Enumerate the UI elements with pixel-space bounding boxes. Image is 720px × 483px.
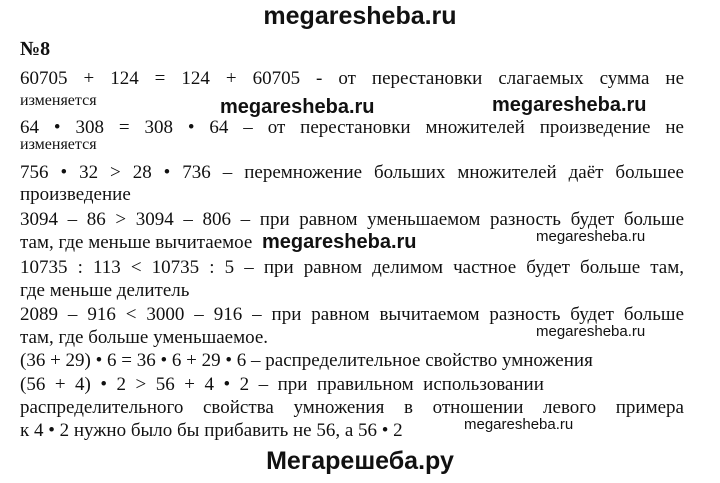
site-footer-watermark: Мегарешеба.ру xyxy=(266,447,454,475)
watermark: megaresheba.ru xyxy=(464,416,574,433)
solution-line: 10735 : 113 < 10735 : 5 – при равном делимом частное будет больше там, xyxy=(20,257,684,278)
watermark: megaresheba.ru xyxy=(262,231,417,253)
solution-line: изменяется xyxy=(20,136,97,153)
solution-line: 2089 – 916 < 3000 – 916 – при равном вычитаемом разность будет больше xyxy=(20,304,684,325)
solution-line: изменяется xyxy=(20,92,97,109)
watermark: megaresheba.ru xyxy=(536,323,646,340)
solution-line: там, где меньше вычитаемое xyxy=(20,232,253,253)
solution-line: распределительного свойства умножения в отношении левого примера xyxy=(20,397,684,418)
solution-line: (56 + 4) • 2 > 56 + 4 • 2 – при правильном использовании xyxy=(20,374,544,395)
solution-line: к 4 • 2 нужно было бы прибавить не 56, а 56 • 2 xyxy=(20,420,403,441)
watermark: megaresheba.ru xyxy=(220,96,375,118)
solution-line: 64 • 308 = 308 • 64 – от перестановки множителей произведение не xyxy=(20,117,684,138)
solution-line: произведение xyxy=(20,184,131,205)
site-header-watermark: megaresheba.ru xyxy=(263,2,457,30)
solution-line: 756 • 32 > 28 • 736 – перемножение больших множителей даёт большее xyxy=(20,162,684,183)
watermark: megaresheba.ru xyxy=(536,228,646,245)
solution-line: (36 + 29) • 6 = 36 • 6 + 29 • 6 – распределительное свойство умножения xyxy=(20,350,593,371)
watermark: megaresheba.ru xyxy=(492,94,647,116)
exercise-number: №8 xyxy=(20,38,51,60)
solution-line: 60705 + 124 = 124 + 60705 - от перестановки слагаемых сумма не xyxy=(20,68,684,89)
solution-line: там, где больше уменьшаемое. xyxy=(20,327,269,348)
solution-line: 3094 – 86 > 3094 – 806 – при равном уменьшаемом разность будет больше xyxy=(20,209,684,230)
solution-line: где меньше делитель xyxy=(20,280,190,301)
